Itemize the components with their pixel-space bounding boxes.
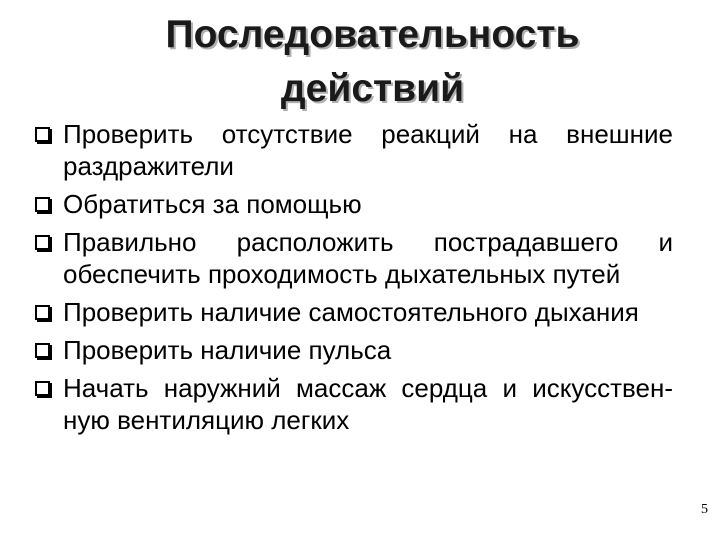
- slide-title: Последовательность действий: [165, 13, 580, 110]
- square-bullet-icon: [35, 381, 50, 396]
- square-bullet-icon: [35, 197, 50, 212]
- list-item-text: Проверить наличие пульса: [63, 335, 392, 365]
- list-item-text: Проверить наличие самостоятельного дыхания: [63, 297, 639, 327]
- list-item: [33, 334, 673, 366]
- list-item-text: Обратиться за помощью: [63, 189, 362, 219]
- list-item: [33, 118, 673, 182]
- list-item-text: Проверить отсутствие реакций на внешние раздражители: [63, 119, 673, 181]
- bullet-list: [33, 118, 673, 442]
- square-bullet-icon: [35, 127, 50, 142]
- list-item: [33, 226, 673, 290]
- square-bullet-icon: [35, 235, 50, 250]
- list-item-text: Начать наружний массаж сердца и искусствен-ную вентиляцию легких: [63, 373, 673, 435]
- list-item: [33, 296, 673, 328]
- page-number: 5: [701, 502, 708, 517]
- list-item: [33, 188, 673, 220]
- square-bullet-icon: [35, 305, 50, 320]
- list-item-text: Правильно расположить пострадавшего и обеспечить проходимость дыхательных путей: [63, 227, 673, 289]
- square-bullet-icon: [35, 343, 50, 358]
- list-item: [33, 372, 673, 436]
